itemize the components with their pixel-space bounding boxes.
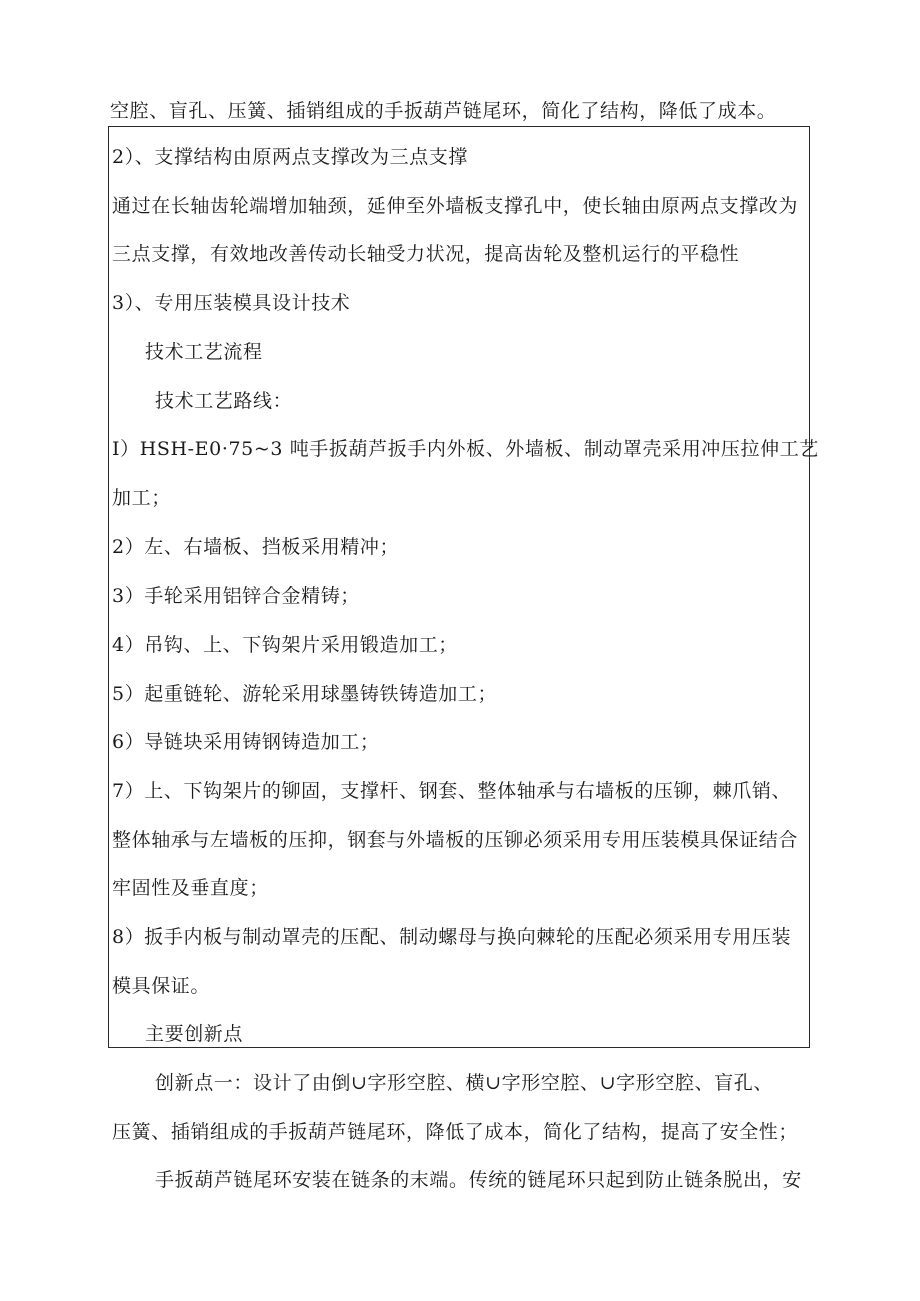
subheading-main-innovations: 主要创新点 [145,1023,244,1045]
list-item-4: 4）吊钩、上、下钩架片采用锻造加工； [112,634,458,656]
list-item-7-continued: 牢固性及垂直度； [112,877,269,899]
list-item-1: I）HSH-E0·75~3 吨手扳葫芦扳手内外板、外墙板、制动罩壳采用冲压拉伸工艺 [112,438,819,460]
subheading-process-route: 技术工艺路线： [155,390,293,412]
list-item-5: 5）起重链轮、游轮采用球墨铸铁铸造加工； [112,683,498,705]
section-heading-press-mold: 3）、专用压装模具设计技术 [112,292,351,314]
list-item-1-continued: 加工； [112,487,171,509]
list-item-3: 3）手轮采用铝锌合金精铸； [112,585,360,607]
paragraph-line: 手扳葫芦链尾环安装在链条的末端。传统的链尾环只起到防止链条脱出，安 [155,1169,802,1191]
innovation-one-line: 压簧、插销组成的手扳葫芦链尾环，降低了成本，简化了结构，提高了安全性； [112,1121,799,1143]
list-item-7: 7）上、下钩架片的铆固，支撑杆、钢套、整体轴承与右墙板的压铆，棘爪销、 [112,780,792,802]
section-heading-support-structure: 2）、支撑结构由原两点支撑改为三点支撑 [112,146,468,168]
list-item-6: 6）导链块采用铸钢铸造加工； [112,731,380,753]
paragraph-line: 通过在长轴齿轮端增加轴颈，延伸至外墙板支撑孔中，使长轴由原两点支撑改为 [112,195,799,217]
list-item-2: 2）左、右墙板、挡板采用精冲； [112,536,400,558]
intro-text-line: 空腔、盲孔、压簧、插销组成的手扳葫芦链尾环，简化了结构，降低了成本。 [110,100,777,122]
list-item-8-continued: 模具保证。 [112,975,211,997]
innovation-one-line: 创新点一：设计了由倒∪字形空腔、横∪字形空腔、∪字形空腔、盲孔、 [155,1072,773,1094]
subheading-process-flow: 技术工艺流程 [145,341,263,363]
paragraph-line: 三点支撑，有效地改善传动长轴受力状况，提高齿轮及整机运行的平稳性 [112,243,740,265]
list-item-7-continued: 整体轴承与左墙板的压抑，钢套与外墙板的压铆必须采用专用压装模具保证结合 [112,829,799,851]
list-item-8: 8）扳手内板与制动罩壳的压配、制动螺母与换向棘轮的压配必须采用专用压装 [112,926,792,948]
